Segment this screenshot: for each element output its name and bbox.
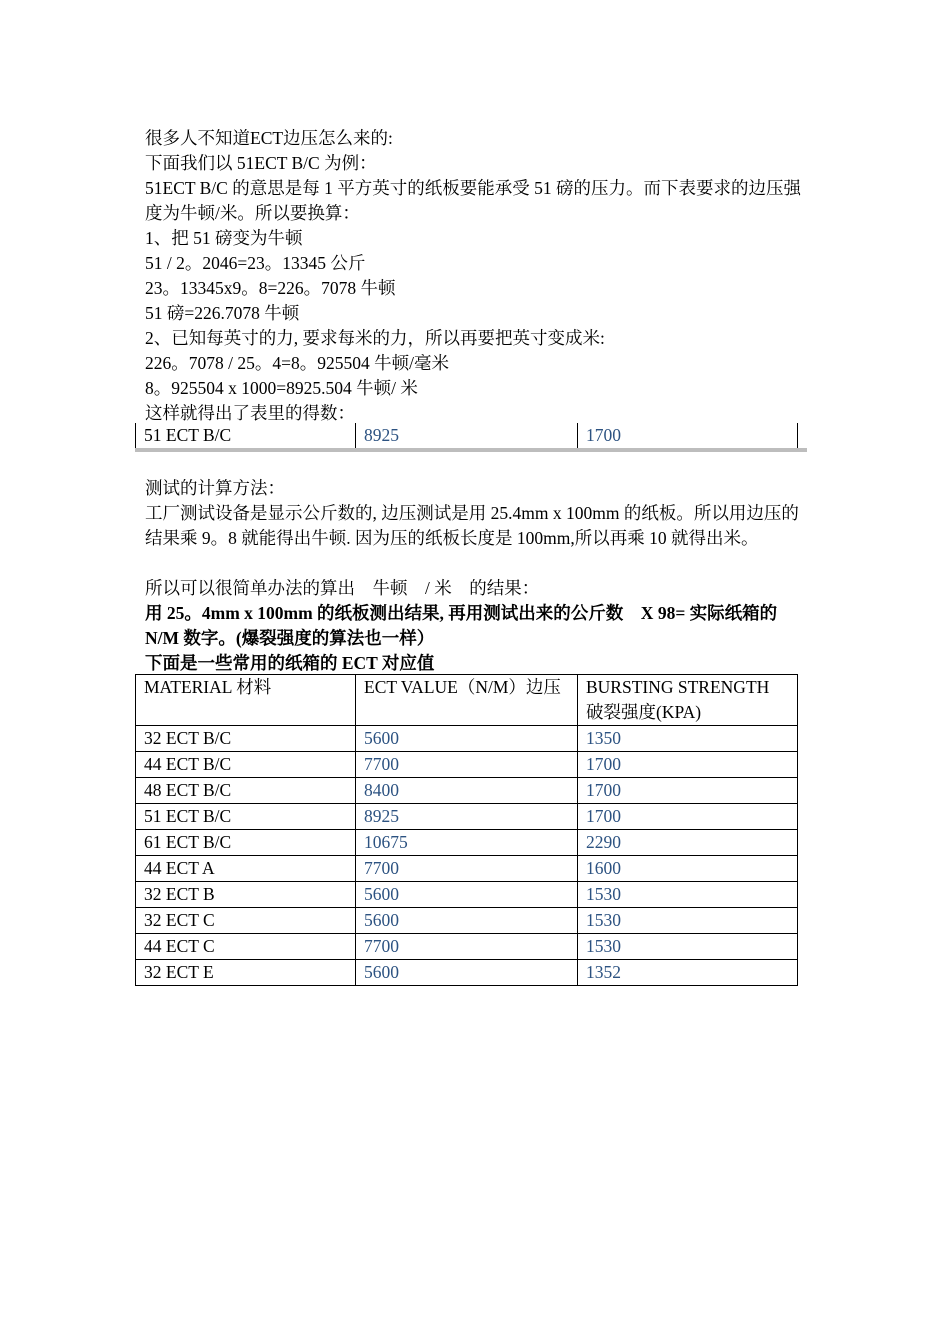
bursting-strength-cell: 2290 bbox=[578, 830, 798, 856]
ect-value-cell: 8925 bbox=[356, 804, 578, 830]
table-row bbox=[136, 423, 798, 448]
material-cell: 51 ECT B/C bbox=[136, 804, 356, 830]
material-cell: 44 ECT A bbox=[136, 856, 356, 882]
material-cell: 44 ECT B/C bbox=[136, 752, 356, 778]
table-row bbox=[136, 804, 798, 830]
bursting-strength-cell: 1530 bbox=[578, 934, 798, 960]
ect-value-cell: 7700 bbox=[356, 856, 578, 882]
material-cell: 32 ECT B/C bbox=[136, 726, 356, 752]
ect-value-cell: 7700 bbox=[356, 934, 578, 960]
bursting-strength-cell: 1600 bbox=[578, 856, 798, 882]
bursting-strength-cell: 1700 bbox=[578, 804, 798, 830]
intro-line: 226。7078 / 25。4=8。925504 牛顿/毫米 bbox=[145, 353, 449, 373]
table-row bbox=[136, 752, 798, 778]
table-caption: 下面是一些常用的纸箱的 ECT 对应值 bbox=[145, 653, 435, 673]
ect-value-cell: 8400 bbox=[356, 778, 578, 804]
bursting-strength-cell: 1530 bbox=[578, 882, 798, 908]
ect-value-cell: 5600 bbox=[356, 908, 578, 934]
intro-line: 很多人不知道ECT边压怎么来的: bbox=[145, 128, 393, 148]
table-row bbox=[136, 908, 798, 934]
intro-line: 8。925504 x 1000=8925.504 牛顿/ 米 bbox=[145, 378, 418, 398]
method-heading: 测试的计算方法： bbox=[145, 478, 285, 498]
method-bold-paragraph: 用 25。4mm x 100mm 的纸板测出结果, 再用测试出来的公斤数 X 98= 实际纸箱的 N/M 数字。(爆裂强度的算法也一样） bbox=[145, 603, 782, 648]
material-cell: 44 ECT C bbox=[136, 934, 356, 960]
ect-value-cell: 5600 bbox=[356, 726, 578, 752]
intro-paragraph: 51ECT B/C 的意思是每 1 平方英寸的纸板要能承受 51 磅的压力。而下表要求的边压强度为牛顿/米。所以要换算： bbox=[145, 178, 801, 223]
intro-line: 2、已知每英寸的力, 要求每米的力，所以再要把英寸变成米: bbox=[145, 328, 605, 348]
intro-line: 这样就得出了表里的得数： bbox=[145, 403, 355, 423]
bursting-strength-cell: 1530 bbox=[578, 908, 798, 934]
example-row-table bbox=[135, 423, 798, 448]
material-cell: 32 ECT E bbox=[136, 960, 356, 986]
method-line: 所以可以很简单办法的算出 牛顿 / 米 的结果： bbox=[145, 578, 540, 598]
ect-value-cell: 5600 bbox=[356, 882, 578, 908]
table-bottom-shadow bbox=[135, 448, 807, 452]
header-material: MATERIAL 材料 bbox=[136, 675, 356, 726]
table-row bbox=[136, 726, 798, 752]
bursting-strength-cell: 1700 bbox=[578, 778, 798, 804]
ect-value-cell: 7700 bbox=[356, 752, 578, 778]
intro-line: 下面我们以 51ECT B/C 为例： bbox=[145, 153, 377, 173]
method-paragraph: 工厂测试设备是显示公斤数的, 边压测试是用 25.4mm x 100mm 的纸板。所以用边压的结果乘 9。8 就能得出牛顿. 因为压的纸板长度是 100mm,所以再乘 10 就得出米。 bbox=[145, 503, 799, 548]
bursting-strength-cell: 1700 bbox=[578, 423, 798, 448]
table-header-row bbox=[136, 675, 798, 726]
intro-line: 51 磅=226.7078 牛顿 bbox=[145, 303, 300, 323]
intro-line: 51 / 2。2046=23。13345 公斤 bbox=[145, 253, 366, 273]
material-cell: 51 ECT B/C bbox=[136, 423, 356, 448]
table-row bbox=[136, 830, 798, 856]
material-cell: 32 ECT C bbox=[136, 908, 356, 934]
material-cell: 32 ECT B bbox=[136, 882, 356, 908]
bursting-strength-cell: 1350 bbox=[578, 726, 798, 752]
ect-value-cell: 10675 bbox=[356, 830, 578, 856]
bursting-strength-cell: 1352 bbox=[578, 960, 798, 986]
material-cell: 61 ECT B/C bbox=[136, 830, 356, 856]
table-row bbox=[136, 960, 798, 986]
intro-line: 23。13345x9。8=226。7078 牛顿 bbox=[145, 278, 396, 298]
table-row bbox=[136, 934, 798, 960]
header-bursting-strength: BURSTING STRENGTH 破裂强度(KPA) bbox=[578, 675, 798, 726]
ect-table bbox=[135, 674, 798, 986]
header-ect-value: ECT VALUE（N/M）边压 bbox=[356, 675, 578, 726]
table-row bbox=[136, 856, 798, 882]
ect-value-cell: 8925 bbox=[356, 423, 578, 448]
intro-line: 1、把 51 磅变为牛顿 bbox=[145, 228, 303, 248]
bursting-strength-cell: 1700 bbox=[578, 752, 798, 778]
material-cell: 48 ECT B/C bbox=[136, 778, 356, 804]
table-row bbox=[136, 778, 798, 804]
table-row bbox=[136, 882, 798, 908]
ect-value-cell: 5600 bbox=[356, 960, 578, 986]
